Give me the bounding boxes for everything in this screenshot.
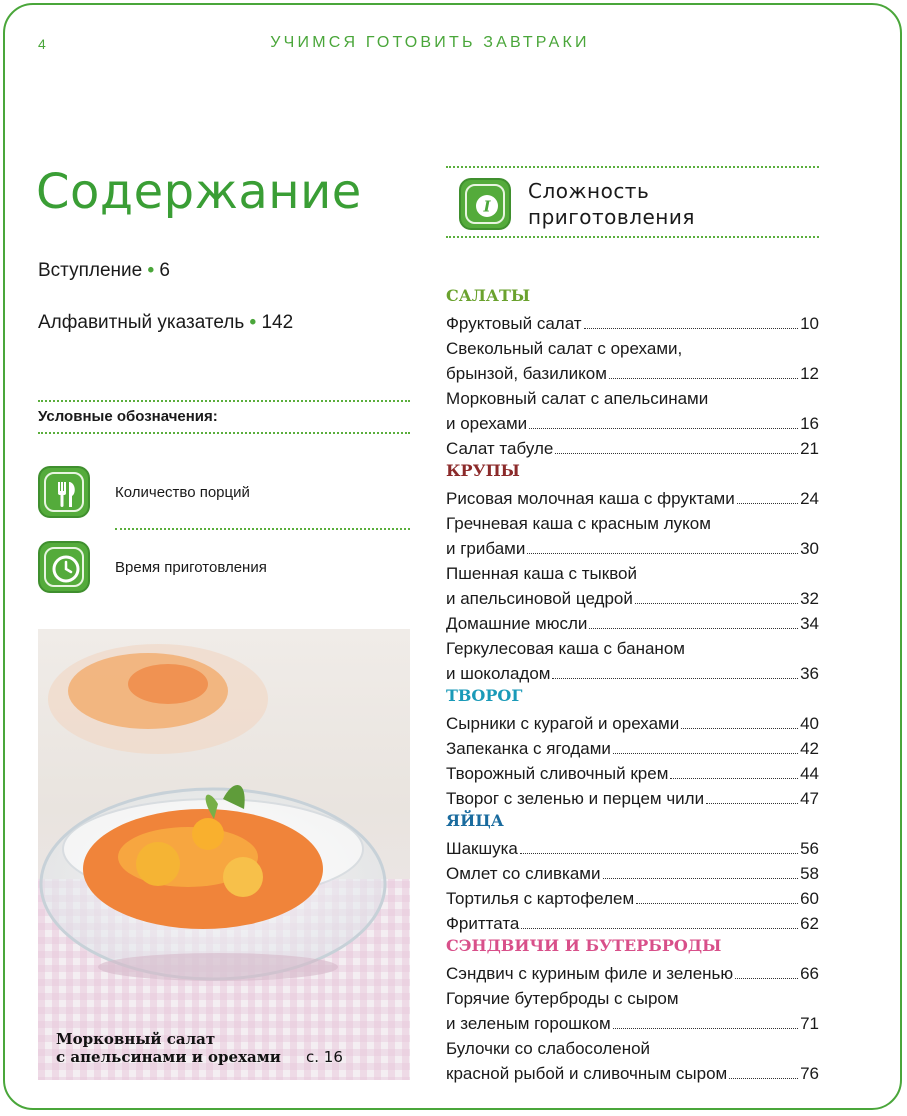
photo-caption-page: с. 16 [306, 1048, 343, 1066]
divider [446, 166, 819, 168]
fork-knife-icon [38, 466, 90, 518]
toc-entry[interactable] [446, 1011, 819, 1036]
toc-entry-page: 40 [800, 714, 819, 733]
toc-entry-label[interactable]: Пшенная каша с тыквой [446, 564, 638, 583]
dot-leader [735, 978, 798, 979]
divider [38, 400, 410, 402]
bullet-dot: • [249, 312, 257, 333]
dot-leader [729, 1078, 798, 1079]
toc-entry-page: 36 [800, 664, 819, 683]
legend-label-servings: Количество порций [115, 484, 250, 501]
toc-entry-page: 71 [800, 1014, 819, 1033]
toc-entry-label[interactable]: Морковный салат с апельсинами [446, 389, 709, 408]
toc-entry-label: брынзой, базиликом [446, 364, 607, 383]
toc-entry[interactable] [446, 736, 819, 761]
toc-entry-label: Шакшука [446, 839, 518, 858]
toc-entry-label: красной рыбой и сливочным сыром [446, 1064, 728, 1083]
section-title: САЛАТЫ [446, 286, 531, 305]
toc-entry-label: и грибами [446, 539, 526, 558]
dot-leader [584, 328, 799, 329]
difficulty-label [528, 178, 695, 230]
toc-entry-page: 76 [800, 1064, 819, 1083]
toc-entry[interactable] [446, 486, 819, 511]
toc-entry-label: Омлет со сливками [446, 864, 601, 883]
front-entry-page: 6 [159, 260, 170, 281]
bullet-dot: • [147, 260, 155, 281]
dot-leader [706, 803, 798, 804]
toc-entry-label: Рисовая молочная каша с фруктами [446, 489, 735, 508]
page-number: 4 [38, 36, 46, 52]
dot-leader [521, 928, 798, 929]
toc-entry-page: 12 [800, 364, 819, 383]
dot-leader [589, 628, 798, 629]
dot-leader [529, 428, 798, 429]
legend-heading: Условные обозначения: [38, 408, 218, 425]
toc-entry-label: Сэндвич с куриным филе и зеленью [446, 964, 734, 983]
svg-text:I: I [483, 197, 491, 216]
toc-entry-label: и шоколадом [446, 664, 551, 683]
toc-entry-page: 10 [800, 314, 819, 333]
toc-entry[interactable] [446, 761, 819, 786]
toc-entry-label: и орехами [446, 414, 528, 433]
toc-entry-label: Сырники с курагой и орехами [446, 714, 680, 733]
front-entry-intro[interactable] [38, 260, 170, 282]
toc-entry[interactable] [446, 961, 819, 986]
toc-entry-label[interactable]: Булочки со слабосоленой [446, 1039, 651, 1058]
toc-entry-label: Творог с зеленью и перцем чили [446, 789, 705, 808]
front-entry-index[interactable] [38, 312, 293, 334]
difficulty-label-line: приготовления [528, 205, 695, 229]
toc-entry-page: 32 [800, 589, 819, 608]
toc-entry-label: Тортилья с картофелем [446, 889, 635, 908]
toc-entry-page: 58 [800, 864, 819, 883]
toc-entry-page: 47 [800, 789, 819, 808]
toc-entry-page: 34 [800, 614, 819, 633]
toc-entry[interactable] [446, 311, 819, 336]
dot-leader [613, 1028, 798, 1029]
toc-entry-page: 56 [800, 839, 819, 858]
toc-entry-label[interactable]: Свекольный салат с орехами, [446, 339, 683, 358]
toc-entry[interactable] [446, 611, 819, 636]
difficulty-label-line: Сложность [528, 179, 650, 203]
clock-icon [38, 541, 90, 593]
toc-entry[interactable] [446, 361, 819, 386]
toc-entry-label[interactable]: Горячие бутерброды с сыром [446, 989, 679, 1008]
divider [38, 432, 410, 434]
toc-entry[interactable] [446, 711, 819, 736]
legend-label-time: Время приготовления [115, 559, 267, 576]
toc-entry-label: Фруктовый салат [446, 314, 582, 333]
front-entry-label: Алфавитный указатель [38, 312, 245, 333]
toc-entry-label: Салат табуле [446, 439, 554, 458]
toc-entry[interactable] [446, 436, 819, 461]
running-title: УЧИМСЯ ГОТОВИТЬ ЗАВТРАКИ [270, 34, 590, 51]
difficulty-one-icon [459, 178, 511, 230]
toc-entry-page: 16 [800, 414, 819, 433]
toc-entry[interactable] [446, 886, 819, 911]
toc-entry-label[interactable]: Гречневая каша с красным луком [446, 514, 711, 533]
dot-leader [527, 553, 798, 554]
dot-leader [555, 453, 798, 454]
dot-leader [681, 728, 798, 729]
toc-entry-page: 42 [800, 739, 819, 758]
toc-entry-label: Запеканка с ягодами [446, 739, 611, 758]
toc-entry[interactable] [446, 1061, 819, 1086]
toc-entry-page: 24 [800, 489, 819, 508]
toc-entry[interactable] [446, 536, 819, 561]
dot-leader [670, 778, 798, 779]
section-title: СЭНДВИЧИ И БУТЕРБРОДЫ [446, 936, 722, 955]
toc-entry[interactable] [446, 836, 819, 861]
toc-entry-page: 62 [800, 914, 819, 933]
toc-entry-page: 66 [800, 964, 819, 983]
dot-leader [613, 753, 798, 754]
dot-leader [520, 853, 798, 854]
page-title: Содержание [36, 164, 362, 220]
toc-entry-page: 44 [800, 764, 819, 783]
toc-entry-label: и апельсиновой цедрой [446, 589, 633, 608]
caption-line: с апельсинами и орехами [56, 1048, 281, 1066]
toc-entry[interactable] [446, 861, 819, 886]
photo-caption [56, 1030, 281, 1066]
toc-entry-label: и зеленым горошком [446, 1014, 611, 1033]
toc-entry[interactable] [446, 411, 819, 436]
toc-entry[interactable] [446, 786, 819, 811]
toc-entry[interactable] [446, 586, 819, 611]
front-entry-page: 142 [261, 312, 294, 333]
toc-entry-page: 60 [800, 889, 819, 908]
toc-entry-label: Творожный сливочный крем [446, 764, 669, 783]
divider [446, 236, 819, 238]
toc-entry-label: Домашние мюсли [446, 614, 588, 633]
toc-entry-page: 21 [800, 439, 819, 458]
dot-leader [636, 903, 798, 904]
toc-entry-label: Фриттата [446, 914, 520, 933]
toc-entry-page: 30 [800, 539, 819, 558]
section-title: ЯЙЦА [446, 811, 504, 830]
dot-leader [603, 878, 799, 879]
dot-leader [635, 603, 798, 604]
section-title: КРУПЫ [446, 461, 520, 480]
toc-entry[interactable] [446, 661, 819, 686]
toc-entry[interactable] [446, 911, 819, 936]
front-entry-label: Вступление [38, 260, 143, 281]
dish-photo [38, 629, 410, 1080]
divider [115, 528, 410, 530]
dot-leader [737, 503, 798, 504]
toc-entry-label[interactable]: Геркулесовая каша с бананом [446, 639, 685, 658]
caption-line: Морковный салат [56, 1030, 216, 1048]
dot-leader [609, 378, 798, 379]
section-title: ТВОРОГ [446, 686, 523, 705]
dot-leader [552, 678, 798, 679]
